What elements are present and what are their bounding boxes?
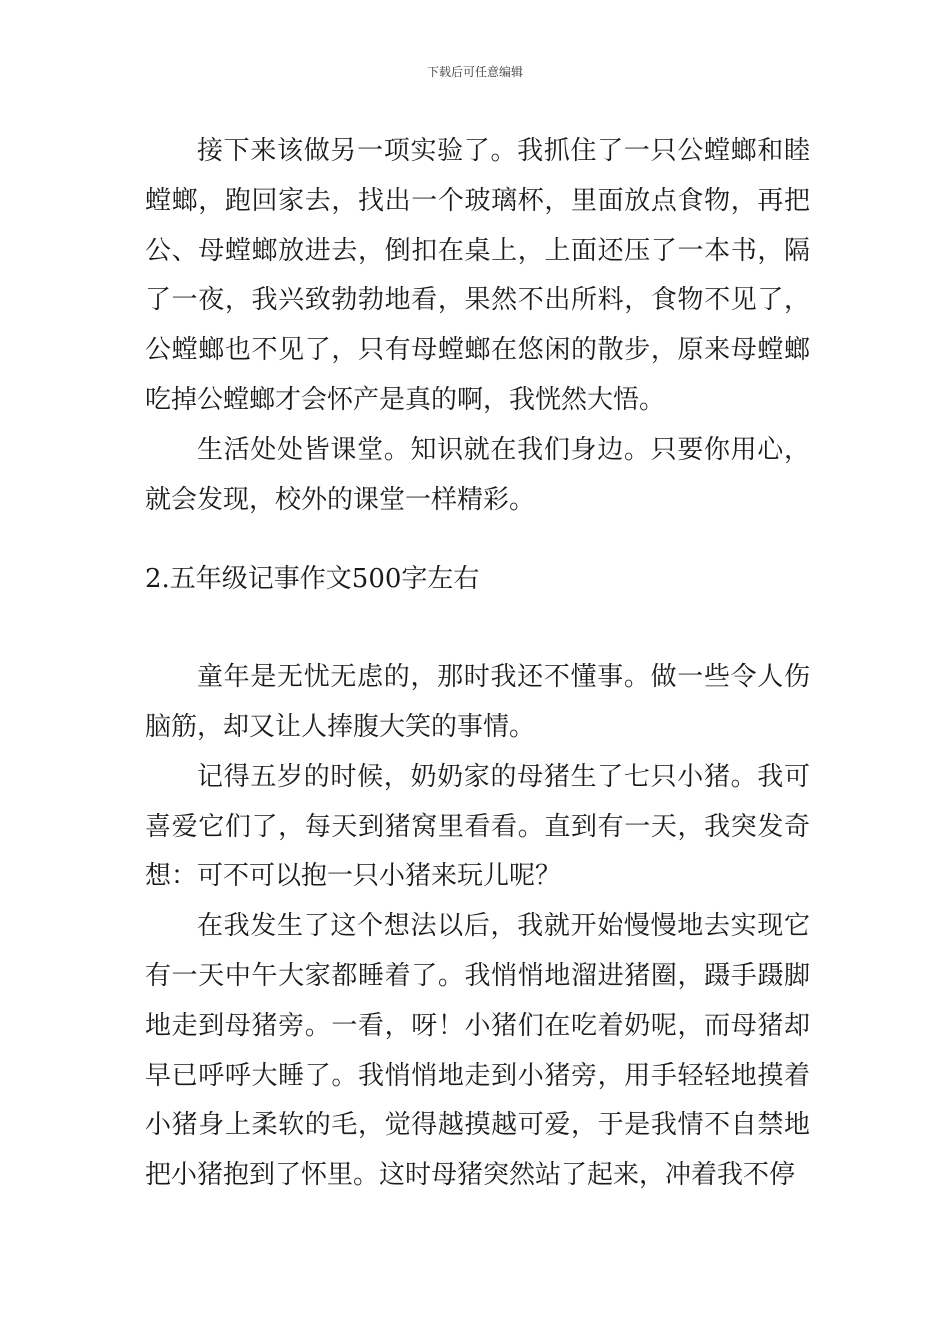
paragraph-piglets: 记得五岁的时候，奶奶家的母猪生了七只小猪。我可喜爱它们了，每天到猪窝里看看。直到有一天，我突发奇想：可不可以抱一只小猪来玩儿呢？: [145, 761, 810, 892]
page-header: 下载后可任意编辑: [426, 65, 523, 79]
paragraph-childhood: 童年是无忧无虑的，那时我还不懂事。做一些令人伤脑筋，却又让人捧腹大笑的事情。: [145, 662, 810, 742]
section-heading: 2.五年级记事作文500字左右: [145, 564, 480, 595]
document-body: [145, 127, 810, 1201]
spacer: [145, 605, 810, 653]
paragraph-conclusion: 生活处处皆课堂。知识就在我们身边。只要你用心，就会发现，校外的课堂一样精彩。: [145, 434, 810, 515]
paragraph-plan: 在我发生了这个想法以后，我就开始慢慢地去实现它有一天中午大家都睡着了。我悄悄地溜进猪圈，蹑手蹑脚地走到母猪旁。一看，呀！小猪们在吃着奶呢，而母猪却早已呼呼大睡了。我悄悄地走到小猪旁，用手轻轻地摸着小猪身上柔软的毛，觉得越摸越可爱，于是我情不自禁地把小猪抱到了怀里。这时母猪突然站了起来，冲着我不停: [145, 911, 810, 1191]
paragraph-experiment: 接下来该做另一项实验了。我抓住了一只公螳螂和睦螳螂，跑回家去，找出一个玻璃杯，里面放点食物，再把公、母螳螂放进去，倒扣在桌上，上面还压了一本书，隔了一夜，我兴致勃勃地看，果然不出所料，食物不见了，公螳螂也不见了，只有母螳螂在悠闲的散步，原来母螳螂吃掉公螳螂才会怀产是真的啊，我恍然大悟。: [145, 136, 810, 415]
spacer: [145, 525, 810, 555]
